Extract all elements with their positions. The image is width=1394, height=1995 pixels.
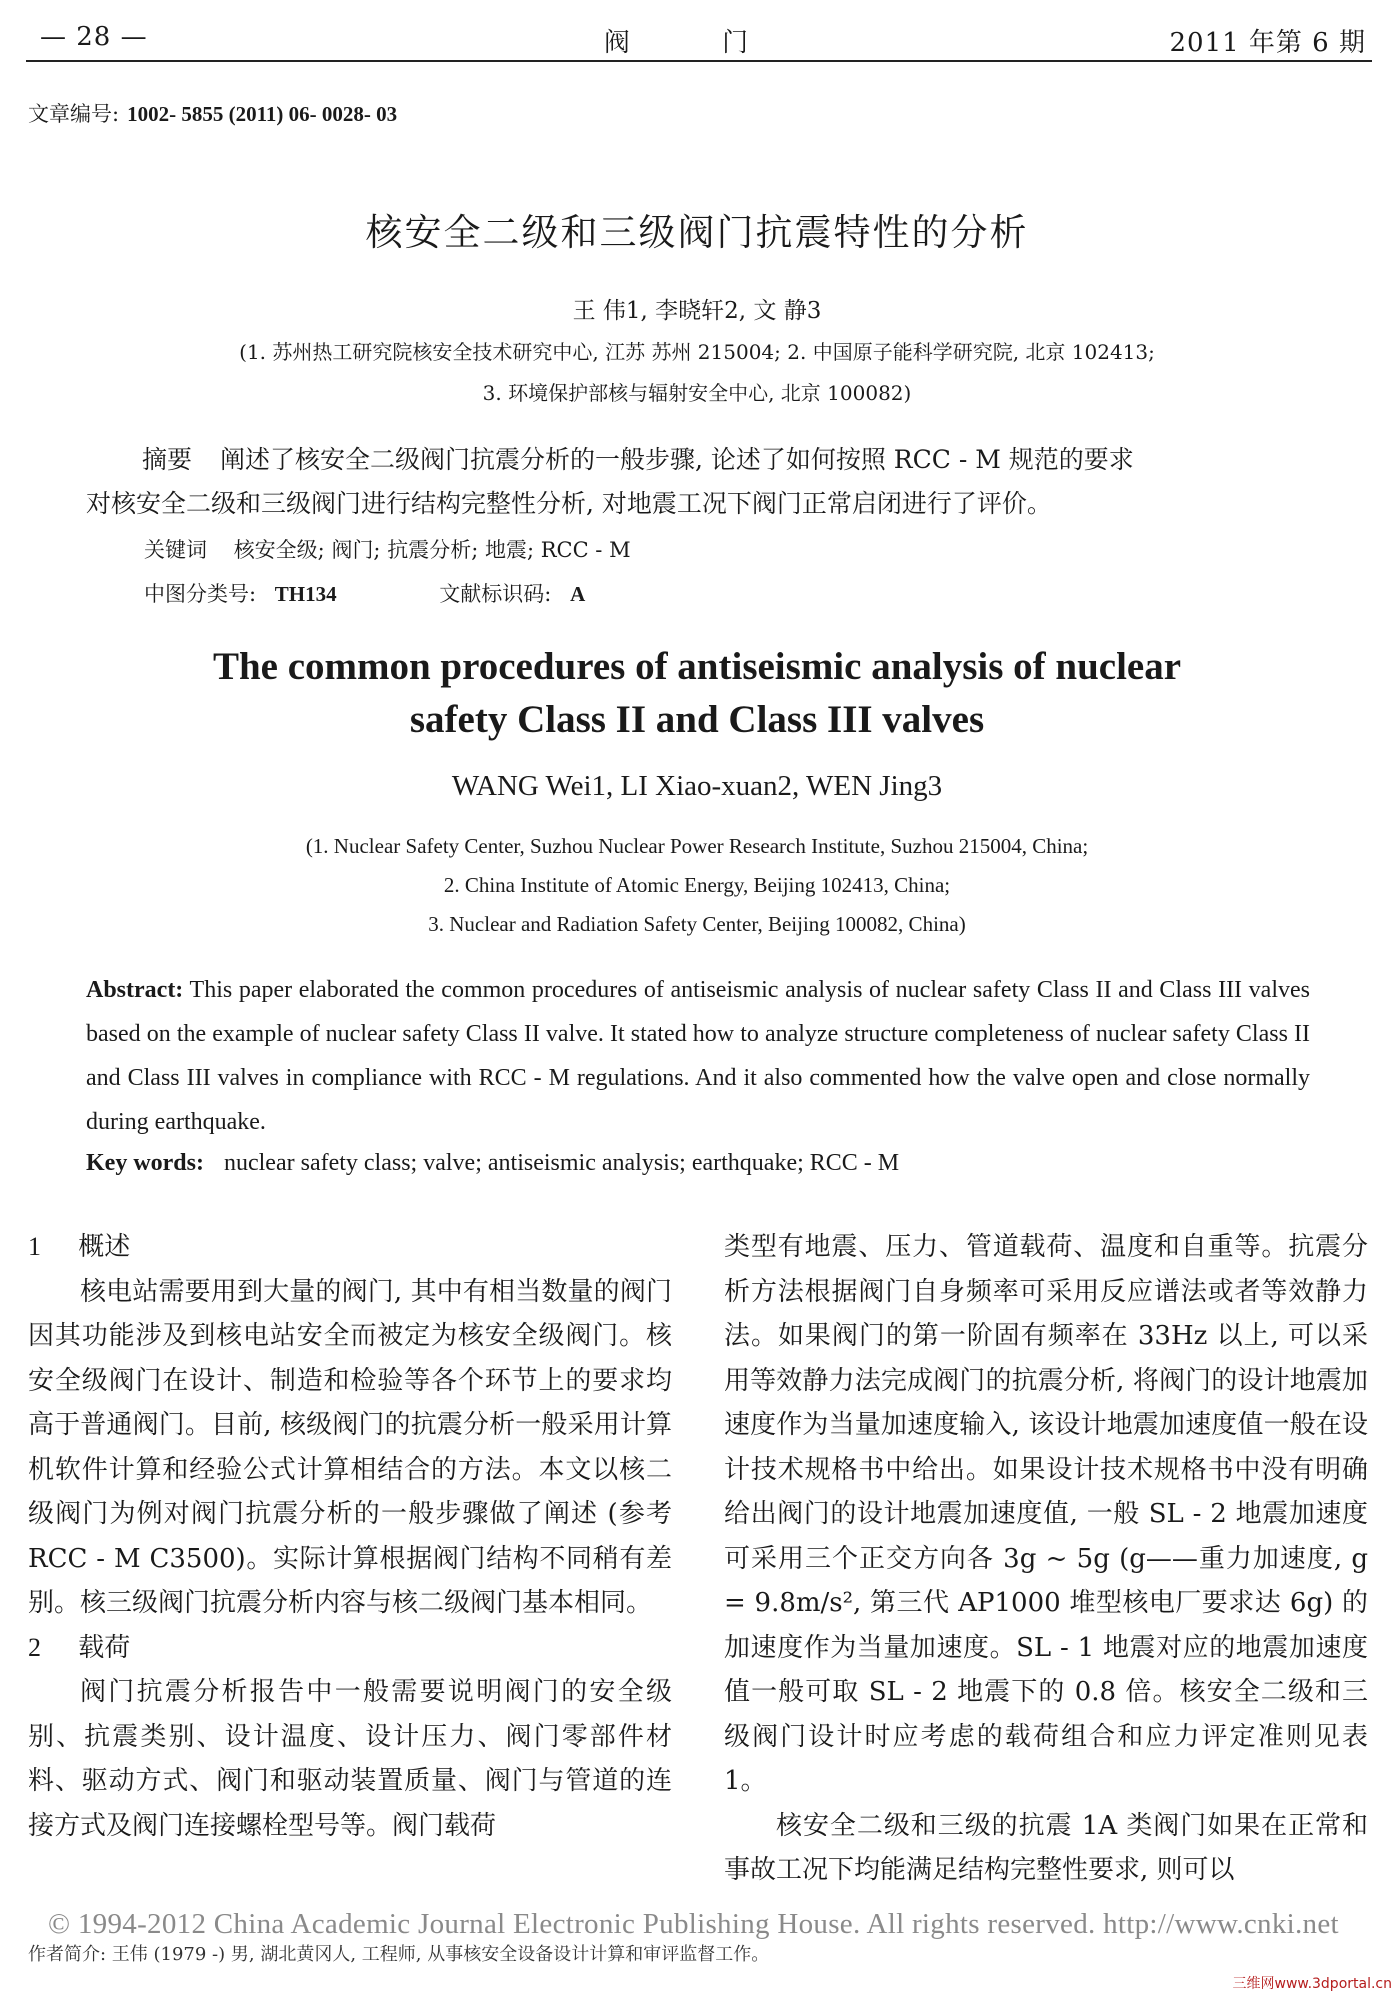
title-cn: 核安全二级和三级阀门抗震特性的分析 xyxy=(365,211,1029,254)
watermark: 三维网www.3dportal.cn xyxy=(1232,1976,1392,1992)
keywords-cn-value: 核安全级; 阀门; 抗震分析; 地震; RCC - M xyxy=(233,538,631,562)
keywords-en-value: nuclear safety class; valve; antiseismic analysis; earthquake; RCC - M xyxy=(223,1150,900,1176)
abstract-en-label: Abstract: xyxy=(86,977,184,1003)
section-title: 载荷 xyxy=(78,1632,131,1663)
section-heading xyxy=(28,1225,672,1270)
abstract-en-text: This paper elaborated the common procedures of antiseismic analysis of nuclear safety Class II and Class III valves based on the example of nuclear safety Class II valve. It stated how to analyze structure completeness of nuclear safety Class II and Class III valves in compliance with RCC - M regulations. And it also commented how the valve open and close normally during earthquake. xyxy=(86,977,1310,1135)
affiliation-cn-line: 3. 环境保护部核与辐射安全中心, 北京 100082) xyxy=(482,381,912,405)
body-paragraph: 类型有地震、压力、管道载荷、温度和自重等。抗震分析方法根据阀门自身频率可采用反应谱法或者等效静力法。如果阀门的第一阶固有频率在 33Hz 以上, 可以采用等效静力法完成阀门的抗震分析, 将阀门的设计地震加速度作为当量加速度输入, 该设计地震加速度值一般在设计技术规格书中给出。如果设计技术规格书中没有明确给出阀门的设计地震加速度值, 一般 SL - 2 地震加速度可采用三个正交方向各 3g ~ 5g (g——重力加速度, g = 9.8m/s², 第三代 AP1000 堆型核电厂要求达 6g) 的加速度作为当量加速度。SL - 1 地震对应的地震加速度值一般可取 SL - 2 地震下的 0.8 倍。核安全二级和三级阀门设计时应考虑的载荷组合和应力评定准则见表 1。 xyxy=(724,1232,1368,1796)
keywords-en xyxy=(86,1150,899,1177)
title-en-line: safety Class II and Class III valves xyxy=(409,698,985,741)
section-heading xyxy=(28,1626,672,1671)
section-number: 2 xyxy=(28,1632,41,1662)
authors-cn: 王 伟1, 李晓轩2, 文 静3 xyxy=(572,298,822,324)
affiliation-en-line: 2. China Institute of Atomic Energy, Beijing 102413, China; xyxy=(443,873,951,897)
authors-en: WANG Wei1, LI Xiao-xuan2, WEN Jing3 xyxy=(451,770,943,802)
left-column xyxy=(28,1225,672,1848)
article-number-label: 文章编号: xyxy=(28,102,120,126)
section-number: 1 xyxy=(28,1232,41,1261)
abstract-en xyxy=(86,968,1310,1144)
classification-line xyxy=(144,578,585,608)
copyright-banner: © 1994-2012 China Academic Journal Electronic Publishing House. All rights reserved. http://www.cnki.net xyxy=(48,1908,1339,1940)
affiliation-cn-line: (1. 苏州热工研究院核安全技术研究中心, 江苏 苏州 215004; 2. 中国原子能科学研究院, 北京 102413; xyxy=(239,340,1155,364)
keywords-cn-label: 关键词 xyxy=(144,538,207,562)
abstract-cn-line: 对核安全二级和三级阀门进行结构完整性分析, 对地震工况下阀门正常启闭进行了评价。 xyxy=(86,489,1052,518)
article-number xyxy=(28,98,397,128)
doc-code-value: A xyxy=(570,582,586,606)
abstract-cn-text: 阐述了核安全二级阀门抗震分析的一般步骤, 论述了如何按照 RCC - M 规范的要求 xyxy=(219,445,1134,474)
clc-label: 中图分类号: xyxy=(144,582,257,606)
page-number: — 28 — xyxy=(40,22,148,52)
affiliation-en-line: 3. Nuclear and Radiation Safety Center, Beijing 100082, China) xyxy=(428,912,966,936)
abstract-cn-line xyxy=(86,440,1326,476)
journal-name: 阀 门 xyxy=(603,28,791,58)
body-paragraph: 核安全二级和三级的抗震 1A 类阀门如果在正常和事故工况下均能满足结构完整性要求, 则可以 xyxy=(724,1810,1368,1885)
doc-code-label: 文献标识码: xyxy=(439,582,552,606)
abstract-cn-label: 摘要 xyxy=(142,445,193,474)
author-footnote: 作者简介: 王伟 (1979 -) 男, 湖北黄冈人, 工程师, 从事核安全设备设计计算和审评监督工作。 xyxy=(28,1944,770,1965)
title-en xyxy=(0,640,1394,746)
section-paragraph: 阀门抗震分析报告中一般需要说明阀门的安全级别、抗震类别、设计温度、设计压力、阀门零部件材料、驱动方式、阀门和驱动装置质量、阀门与管道的连接方式及阀门连接螺栓型号等。阀门载荷 xyxy=(28,1677,672,1841)
issue-info: 2011 年第 6 期 xyxy=(1169,28,1366,58)
title-en-line: The common procedures of antiseismic analysis of nuclear xyxy=(212,645,1182,688)
section-title: 概述 xyxy=(78,1232,131,1262)
section-paragraph: 核电站需要用到大量的阀门, 其中有相当数量的阀门因其功能涉及到核电站安全而被定为核安全级阀门。核安全级阀门在设计、制造和检验等各个环节上的要求均高于普通阀门。目前, 核级阀门的抗震分析一般采用计算机软件计算和经验公式计算相结合的方法。本文以核二级阀门为例对阀门抗震分析的一般步骤做了阐述 (参考 RCC - M C3500)。实际计算根据阀门结构不同稍有差别。核三级阀门抗震分析内容与核二级阀门基本相同。 xyxy=(28,1276,672,1618)
right-column xyxy=(724,1225,1368,1893)
header-rule xyxy=(26,60,1372,62)
article-number-value: 1002- 5855 (2011) 06- 0028- 03 xyxy=(127,102,398,126)
keywords-en-label: Key words: xyxy=(86,1150,204,1176)
affiliation-en-line: (1. Nuclear Safety Center, Suzhou Nuclear Power Research Institute, Suzhou 215004, China; xyxy=(305,834,1089,858)
keywords-cn xyxy=(144,534,631,564)
clc-value: TH134 xyxy=(274,582,337,606)
